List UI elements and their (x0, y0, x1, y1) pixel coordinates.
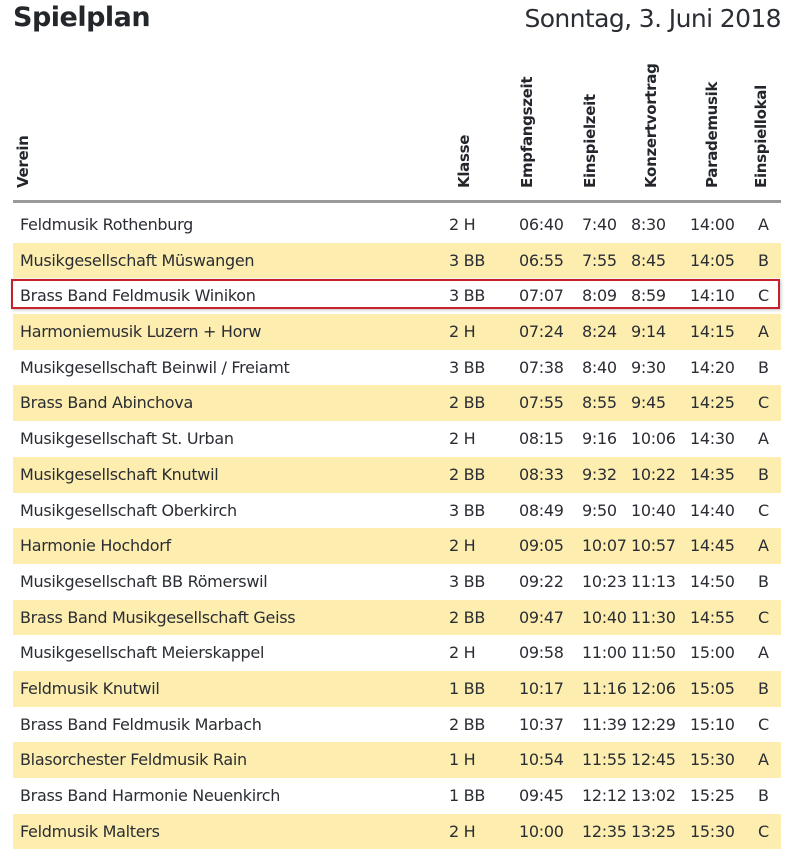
cell-verein: Feldmusik Malters (20, 821, 160, 841)
cell-verein: Brass Band Feldmusik Marbach (20, 714, 262, 734)
cell-parademusik: 14:00 (690, 215, 735, 234)
table-row (13, 421, 781, 457)
cell-empfangszeit: 08:15 (519, 429, 564, 449)
cell-konzertvortrag: 10:06 (631, 429, 676, 449)
cell-klasse: 2 H (449, 429, 476, 449)
cell-parademusik: 14:15 (690, 322, 735, 342)
cell-parademusik: 14:25 (690, 393, 735, 413)
cell-konzertvortrag: 9:45 (631, 393, 666, 413)
cell-einspiellokal: C (758, 607, 769, 627)
cell-empfangszeit: 06:55 (519, 250, 564, 270)
cell-einspielzeit: 7:55 (582, 250, 617, 270)
column-header-label: Konzertvortrag (642, 63, 660, 188)
column-header-klasse (455, 60, 475, 188)
cell-parademusik: 14:20 (690, 357, 735, 377)
cell-verein: Musikgesellschaft Oberkirch (20, 500, 237, 520)
cell-einspiellokal: B (758, 250, 769, 270)
cell-empfangszeit: 07:24 (519, 322, 564, 342)
cell-einspielzeit: 9:32 (582, 464, 617, 484)
schedule-table-body (13, 207, 781, 849)
cell-einspielzeit: 12:35 (582, 821, 627, 841)
header-divider (13, 200, 781, 203)
cell-konzertvortrag: 9:30 (631, 357, 666, 377)
table-row (13, 528, 781, 564)
cell-empfangszeit: 09:22 (519, 571, 564, 591)
page-title: Spielplan (13, 2, 151, 33)
column-header-label: Verein (14, 135, 32, 188)
cell-konzertvortrag: 13:25 (631, 821, 676, 841)
cell-konzertvortrag: 8:59 (631, 286, 666, 306)
table-row (13, 707, 781, 743)
cell-parademusik: 14:55 (690, 607, 735, 627)
cell-einspielzeit: 11:39 (582, 714, 627, 734)
cell-empfangszeit: 10:00 (519, 821, 564, 841)
cell-einspiellokal: B (758, 678, 769, 698)
cell-verein: Musikgesellschaft Meierskappel (20, 643, 265, 663)
event-date: Sonntag, 3. Juni 2018 (524, 4, 781, 33)
cell-einspielzeit: 9:50 (582, 500, 617, 520)
cell-parademusik: 14:40 (690, 500, 735, 520)
cell-einspielzeit: 11:55 (582, 750, 627, 770)
cell-einspielzeit: 10:40 (582, 607, 627, 627)
cell-klasse: 2 H (449, 821, 476, 841)
table-row (13, 635, 781, 671)
column-header-empfangszeit (518, 60, 538, 188)
cell-verein: Musikgesellschaft Beinwil / Freiamt (20, 357, 290, 377)
cell-einspielzeit: 8:24 (582, 322, 617, 342)
cell-konzertvortrag: 8:45 (631, 250, 666, 270)
column-header-verein (14, 60, 34, 188)
cell-verein: Brass Band Feldmusik Winikon (20, 286, 256, 306)
cell-einspiellokal: A (758, 322, 769, 342)
cell-verein: Brass Band Abinchova (20, 393, 193, 413)
cell-klasse: 2 H (449, 215, 476, 234)
cell-einspiellokal: A (758, 536, 769, 556)
cell-klasse: 1 H (449, 750, 476, 770)
cell-konzertvortrag: 11:50 (631, 643, 676, 663)
cell-klasse: 3 BB (449, 571, 486, 591)
cell-klasse: 2 BB (449, 393, 486, 413)
cell-einspiellokal: C (758, 393, 769, 413)
cell-verein: Blasorchester Feldmusik Rain (20, 750, 247, 770)
column-header-einspielzeit (581, 60, 601, 188)
cell-einspielzeit: 9:16 (582, 429, 617, 449)
table-row (13, 600, 781, 636)
cell-empfangszeit: 08:49 (519, 500, 564, 520)
cell-verein: Musikgesellschaft BB Römerswil (20, 571, 268, 591)
column-header-einspiellokal (752, 60, 772, 188)
cell-verein: Musikgesellschaft Knutwil (20, 464, 219, 484)
cell-einspiellokal: B (758, 464, 769, 484)
table-row (13, 350, 781, 386)
cell-einspielzeit: 11:00 (582, 643, 627, 663)
cell-einspielzeit: 8:55 (582, 393, 617, 413)
cell-einspiellokal: A (758, 429, 769, 449)
cell-klasse: 2 H (449, 322, 476, 342)
cell-empfangszeit: 07:38 (519, 357, 564, 377)
cell-klasse: 3 BB (449, 286, 486, 306)
table-row (13, 457, 781, 493)
column-header-label: Klasse (455, 134, 473, 188)
cell-einspielzeit: 8:09 (582, 286, 617, 306)
cell-verein: Harmonie Hochdorf (20, 536, 171, 556)
cell-klasse: 3 BB (449, 250, 486, 270)
cell-konzertvortrag: 13:02 (631, 786, 676, 805)
cell-parademusik: 15:30 (690, 821, 735, 841)
cell-empfangszeit: 09:47 (519, 607, 564, 627)
column-header-label: Einspielzeit (581, 94, 599, 188)
cell-konzertvortrag: 11:13 (631, 571, 676, 591)
table-row (13, 207, 781, 243)
cell-empfangszeit: 07:55 (519, 393, 564, 413)
table-row-highlighted (13, 278, 781, 314)
cell-konzertvortrag: 12:06 (631, 678, 676, 698)
cell-klasse: 1 BB (449, 678, 486, 698)
cell-verein: Brass Band Harmonie Neuenkirch (20, 786, 281, 805)
cell-parademusik: 14:35 (690, 464, 735, 484)
cell-einspielzeit: 11:16 (582, 678, 627, 698)
cell-parademusik: 15:30 (690, 750, 735, 770)
cell-parademusik: 14:10 (690, 286, 735, 306)
cell-parademusik: 14:50 (690, 571, 735, 591)
cell-parademusik: 15:10 (690, 714, 735, 734)
cell-konzertvortrag: 12:29 (631, 714, 676, 734)
cell-empfangszeit: 10:17 (519, 678, 564, 698)
table-row (13, 493, 781, 529)
cell-konzertvortrag: 10:57 (631, 536, 676, 556)
table-row (13, 742, 781, 778)
column-header-konzertvortrag (642, 60, 662, 188)
cell-parademusik: 15:00 (690, 643, 735, 663)
cell-verein: Feldmusik Rothenburg (20, 215, 193, 234)
cell-einspiellokal: A (758, 750, 769, 770)
table-row (13, 314, 781, 350)
cell-einspiellokal: C (758, 714, 769, 734)
table-row (13, 671, 781, 707)
cell-konzertvortrag: 10:22 (631, 464, 676, 484)
cell-parademusik: 15:25 (690, 786, 735, 805)
cell-empfangszeit: 09:45 (519, 786, 564, 805)
cell-klasse: 1 BB (449, 786, 486, 805)
cell-parademusik: 15:05 (690, 678, 735, 698)
cell-einspielzeit: 10:23 (582, 571, 627, 591)
cell-konzertvortrag: 11:30 (631, 607, 676, 627)
cell-empfangszeit: 10:37 (519, 714, 564, 734)
cell-verein: Musikgesellschaft St. Urban (20, 429, 234, 449)
cell-parademusik: 14:30 (690, 429, 735, 449)
cell-empfangszeit: 09:05 (519, 536, 564, 556)
cell-einspiellokal: C (758, 500, 769, 520)
cell-empfangszeit: 07:07 (519, 286, 564, 306)
cell-einspielzeit: 8:40 (582, 357, 617, 377)
column-header-label: Einspiellokal (752, 85, 770, 188)
cell-empfangszeit: 10:54 (519, 750, 564, 770)
cell-einspielzeit: 7:40 (582, 215, 617, 234)
cell-einspiellokal: B (758, 571, 769, 591)
cell-verein: Harmoniemusik Luzern + Horw (20, 322, 262, 342)
cell-klasse: 2 BB (449, 607, 486, 627)
cell-einspiellokal: B (758, 786, 769, 805)
table-row (13, 385, 781, 421)
cell-einspielzeit: 12:12 (582, 786, 627, 805)
cell-einspiellokal: B (758, 357, 769, 377)
cell-klasse: 3 BB (449, 500, 486, 520)
table-row (13, 814, 781, 850)
column-header-parademusik (703, 60, 723, 188)
cell-empfangszeit: 06:40 (519, 215, 564, 234)
cell-verein: Musikgesellschaft Müswangen (20, 250, 255, 270)
table-row (13, 243, 781, 279)
cell-klasse: 2 BB (449, 464, 486, 484)
cell-einspiellokal: C (758, 286, 769, 306)
cell-konzertvortrag: 12:45 (631, 750, 676, 770)
column-header-label: Parademusik (703, 81, 721, 188)
cell-parademusik: 14:45 (690, 536, 735, 556)
cell-einspiellokal: C (758, 821, 769, 841)
cell-klasse: 3 BB (449, 357, 486, 377)
cell-einspielzeit: 10:07 (582, 536, 627, 556)
cell-klasse: 2 H (449, 536, 476, 556)
cell-empfangszeit: 08:33 (519, 464, 564, 484)
cell-einspiellokal: A (758, 643, 769, 663)
cell-konzertvortrag: 10:40 (631, 500, 676, 520)
cell-klasse: 2 H (449, 643, 476, 663)
cell-verein: Feldmusik Knutwil (20, 678, 160, 698)
cell-klasse: 2 BB (449, 714, 486, 734)
cell-konzertvortrag: 8:30 (631, 215, 666, 234)
column-header-label: Empfangszeit (518, 76, 536, 188)
cell-verein: Brass Band Musikgesellschaft Geiss (20, 607, 296, 627)
cell-empfangszeit: 09:58 (519, 643, 564, 663)
table-row (13, 564, 781, 600)
table-row (13, 778, 781, 814)
cell-einspiellokal: A (758, 215, 769, 234)
cell-konzertvortrag: 9:14 (631, 322, 666, 342)
cell-parademusik: 14:05 (690, 250, 735, 270)
